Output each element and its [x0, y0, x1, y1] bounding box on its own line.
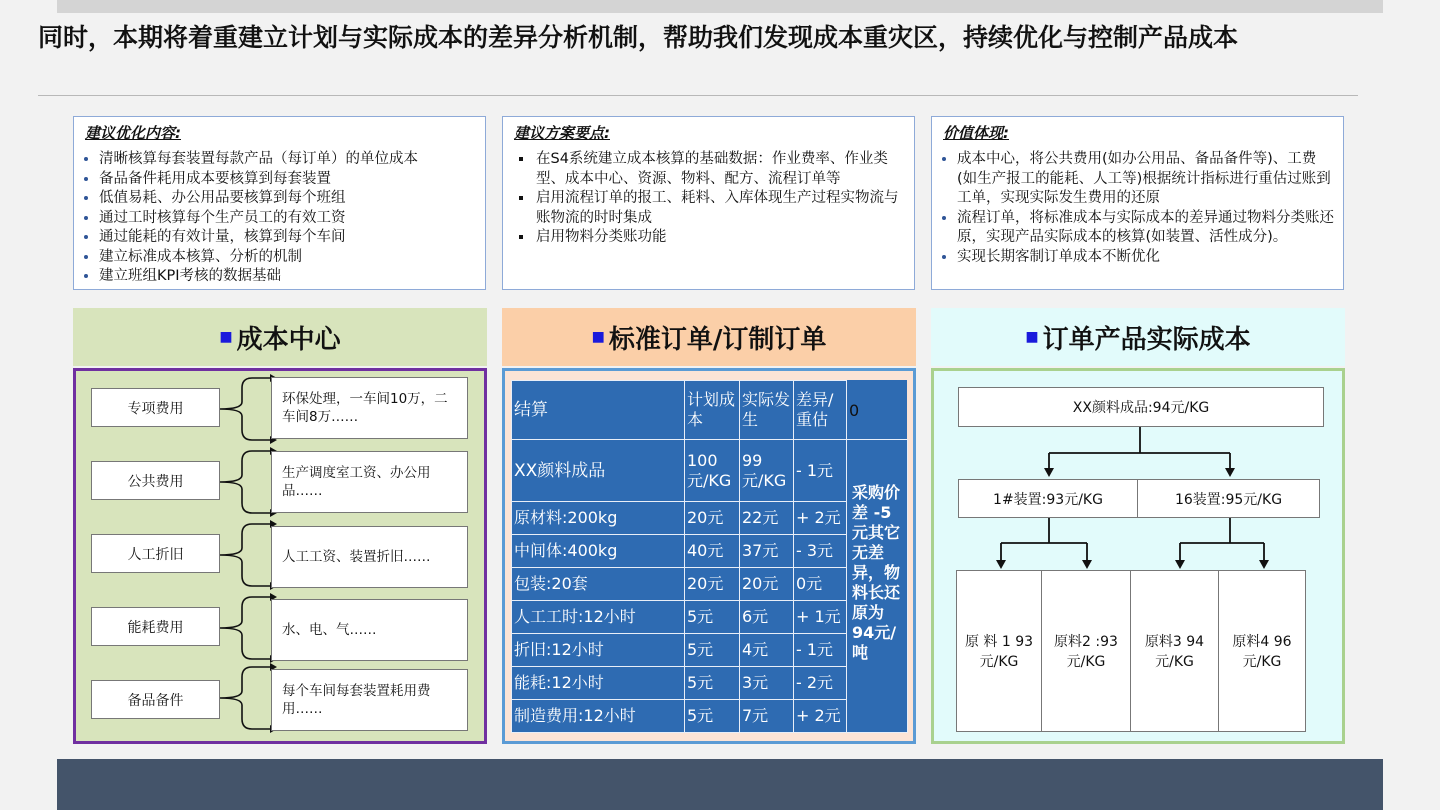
- actual-cost-panel: [931, 368, 1345, 744]
- list-item: ▪ 在S4系统建立成本核算的基础数据：作业费率、作业类型、成本中心、资源、物料、配方、流程订单等: [534, 150, 904, 189]
- table-cell: 20元: [685, 568, 740, 601]
- cost-detail-box: 人工工资、装置折旧……: [271, 526, 468, 588]
- table-cell: 20元: [685, 502, 740, 535]
- table-cell: 原材料:200kg: [512, 502, 685, 535]
- table-cell: + 1元: [794, 601, 847, 634]
- header-cell: 结算: [512, 381, 685, 440]
- header-cell: 差异/重估: [794, 381, 847, 440]
- table-cell: 3元: [740, 667, 794, 700]
- order-title: 标准订单/订制订单: [608, 324, 827, 355]
- table-cell: + 2元: [794, 502, 847, 535]
- list-item: ▪ 启用物料分类账功能: [534, 228, 904, 248]
- table-cell: 0元: [794, 568, 847, 601]
- table-cell: - 1元: [794, 440, 847, 502]
- unit-cost-box: 1#装置:93元/KG: [958, 479, 1138, 518]
- table-cell: 能耗:12小时: [512, 667, 685, 700]
- table-cell: 6元: [740, 601, 794, 634]
- table-cell: 7元: [740, 700, 794, 733]
- table-cell: 40元: [685, 535, 740, 568]
- brace-arrow-icon: [216, 593, 278, 663]
- list-item: ▪ 启用流程订单的报工、耗料、入库体现生产过程实物流与账物流的时时集成: [534, 189, 904, 228]
- material-cost-box: 原料3 94元/KG: [1130, 570, 1219, 732]
- title-divider: [38, 95, 1358, 96]
- cost-detail-box: 每个车间每套装置耗用费用……: [271, 669, 468, 731]
- material-cost-box: 原 料 1 93元/KG: [956, 570, 1042, 732]
- solution-box: [502, 116, 915, 290]
- solution-list: [514, 150, 904, 248]
- optimization-box: [73, 116, 486, 290]
- cost-center-header: [73, 308, 487, 366]
- header-cell: 实际发生: [740, 381, 794, 440]
- product-cost-box: XX颜料成品:94元/KG: [958, 387, 1324, 427]
- brace-arrow-icon: [216, 374, 278, 444]
- top-bar: [57, 0, 1383, 13]
- table-cell: 100元/KG: [685, 440, 740, 502]
- cost-category-box: 人工折旧: [91, 534, 220, 573]
- variance-note: 采购价差 -5元其它无差异，物料长还原为94元/吨: [852, 483, 901, 662]
- material-cost-box: 原料4 96元/KG: [1218, 570, 1306, 732]
- table-cell: - 3元: [794, 535, 847, 568]
- table-cell: 99元/KG: [740, 440, 794, 502]
- cost-category-box: 专项费用: [91, 388, 220, 427]
- list-item: • 建立班组KPI考核的数据基础: [99, 267, 484, 287]
- optimization-heading: 建议优化内容:: [85, 124, 181, 142]
- cost-category-box: 备品备件: [91, 680, 220, 719]
- value-box: [931, 116, 1344, 290]
- table-cell: 37元: [740, 535, 794, 568]
- table-cell: XX颜料成品: [512, 440, 685, 502]
- order-header: [502, 308, 916, 366]
- list-item: • 实现长期客制订单成本不断优化: [957, 248, 1335, 268]
- table-cell: 20元: [740, 568, 794, 601]
- list-item: • 成本中心，将公共费用(如办公用品、备品备件等)、工费(如生产报工的能耗、人工等)根据统计指标进行重估过账到工单，实现实际发生费用的还原: [957, 150, 1335, 209]
- solution-heading: 建议方案要点:: [514, 124, 610, 142]
- actual-cost-title: 订单产品实际成本: [1042, 324, 1251, 355]
- table-cell: 制造费用:12小时: [512, 700, 685, 733]
- header-cell: 0: [849, 400, 860, 420]
- table-header-row: [512, 381, 908, 440]
- unit-cost-box: 16装置:95元/KG: [1137, 479, 1320, 518]
- table-cell: 5元: [685, 667, 740, 700]
- table-cell: 人工工时:12小时: [512, 601, 685, 634]
- bullet-square-icon: ■: [1025, 329, 1039, 345]
- list-item: • 通过能耗的有效计量，核算到每个车间: [99, 228, 484, 248]
- cost-category-box: 公共费用: [91, 461, 220, 500]
- cost-table: [511, 380, 908, 733]
- value-list: [943, 150, 1335, 267]
- table-cell: 5元: [685, 601, 740, 634]
- table-cell: 5元: [685, 700, 740, 733]
- cost-center-panel: [73, 368, 487, 744]
- order-panel: [502, 368, 916, 744]
- table-cell: 折旧:12小时: [512, 634, 685, 667]
- brace-arrow-icon: [216, 447, 278, 517]
- bullet-square-icon: ■: [219, 329, 233, 345]
- list-item: • 低值易耗、办公用品要核算到每个班组: [99, 189, 484, 209]
- cost-category-box: 能耗费用: [91, 607, 220, 646]
- cost-detail-box: 水、电、气……: [271, 599, 468, 661]
- list-item: • 流程订单，将标准成本与实际成本的差异通过物料分类账还原，实现产品实际成本的核算(如装置、活性成分)。: [957, 209, 1335, 248]
- table-cell: 包装:20套: [512, 568, 685, 601]
- cost-detail-box: 生产调度室工资、办公用品……: [271, 451, 468, 513]
- actual-cost-header: [931, 308, 1345, 366]
- list-item: • 建立标准成本核算、分析的机制: [99, 248, 484, 268]
- cost-detail-box: 环保处理，一车间10万，二车间8万……: [271, 377, 468, 439]
- list-item: • 通过工时核算每个生产员工的有效工资: [99, 209, 484, 229]
- table-cell: - 2元: [794, 667, 847, 700]
- cost-center-title: 成本中心: [236, 324, 341, 355]
- table-cell: + 2元: [794, 700, 847, 733]
- footer-bar: [57, 759, 1383, 810]
- list-item: • 清晰核算每套装置每款产品（每订单）的单位成本: [99, 150, 484, 170]
- bullet-square-icon: ■: [591, 329, 605, 345]
- page-title: 同时，本期将着重建立计划与实际成本的差异分析机制，帮助我们发现成本重灾区，持续优化与控制产品成本: [38, 23, 1239, 52]
- table-row: [512, 440, 908, 502]
- material-cost-box: 原料2 :93元/KG: [1041, 570, 1131, 732]
- brace-arrow-icon: [216, 663, 278, 733]
- value-heading: 价值体现:: [943, 124, 1009, 142]
- optimization-list: [85, 150, 484, 287]
- table-cell: 中间体:400kg: [512, 535, 685, 568]
- table-cell: 5元: [685, 634, 740, 667]
- list-item: • 备品备件耗用成本要核算到每套装置: [99, 170, 484, 190]
- table-cell: 4元: [740, 634, 794, 667]
- header-cell: 计划成本: [685, 381, 740, 440]
- brace-arrow-icon: [216, 520, 278, 590]
- table-cell: 22元: [740, 502, 794, 535]
- table-cell: - 1元: [794, 634, 847, 667]
